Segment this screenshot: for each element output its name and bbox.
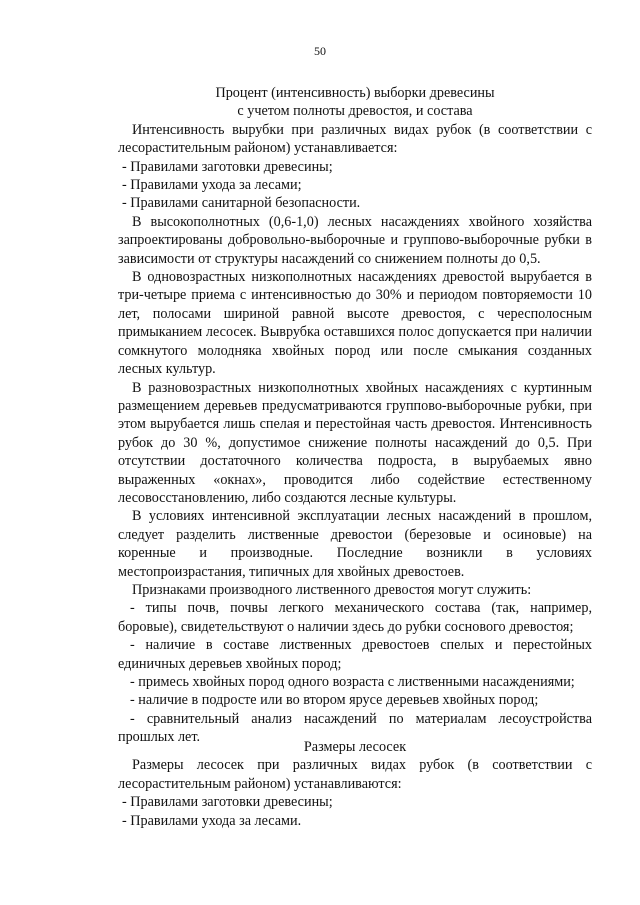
rule-item: - Правилами санитарной безопасности.: [122, 195, 361, 212]
sign-item: - наличие в подросте или во втором ярусе деревьев хвойных пород;: [130, 692, 539, 709]
body-paragraph: Признаками производного лиственного древостоя могут служить:: [132, 581, 532, 598]
section-forest-thinning: [118, 84, 592, 747]
body-paragraph: В условиях интенсивной эксплуатации лесных насаждений в прошлом, следует разделить лиственные древостои (березовые и осиновые) на коренные и производные. Последние возникли в условиях местопроизрастания, типичных для хвойных древостоев.: [118, 508, 592, 580]
rule-item: - Правилами заготовки древесины;: [122, 158, 333, 175]
sign-item: - примесь хвойных пород одного возраста с лиственными насаждениями;: [130, 674, 575, 690]
body-paragraph: В разновозрастных низкополнотных хвойных насаждениях с куртинным размещением деревьев предусматриваются группово-выборочные рубки, при этом вырубается лишь спелая и перестойная часть древостоя. Интенсивность рубок до 30 %, допустимое снижение полноты насаждений до 0,5. При отсутствии достаточного количества подроста, в вырубаемых явно выраженных «окнах», проводится либо содействие естественному лесовосстановлению, либо создаются лесные культуры.: [118, 379, 592, 506]
rule-item: - Правилами заготовки древесины;: [122, 794, 333, 811]
intro-paragraph: Интенсивность вырубки при различных видах рубок (в соответствии с лесорастительным районом) устанавливается:: [118, 121, 592, 157]
sign-item: - типы почв, почвы легкого механического состава (так, например, боровые), свидетельствуют о наличии здесь до рубки соснового древостоя;: [118, 600, 592, 635]
intro-paragraph: Размеры лесосек при различных видах рубок (в соответствии с лесорастительным районом) устанавливаются:: [118, 757, 592, 792]
rule-item: - Правилами ухода за лесами.: [122, 812, 302, 829]
section-cutting-area-sizes: [118, 738, 592, 830]
body-paragraph: В высокополнотных (0,6-1,0) лесных насаждениях хвойного хозяйства запроектированы добровольно-выборочные и группово-выборочные рубки в зависимости от структуры насаждений со снижением полноты до 0,5.: [118, 213, 592, 267]
section-title-line-2: с учетом полноты древостоя, и состава: [237, 103, 473, 120]
section-title-line-1: Процент (интенсивность) выборки древесины: [215, 85, 495, 101]
page-number: 50: [314, 44, 326, 58]
body-paragraph: В одновозрастных низкополнотных насаждениях древостой вырубается в три-четыре приема с интенсивностью до 30% и периодом повторяемости 10 лет, полосами шириной равной высоте древостоя, с чересполосным примыканием лесосек. Выврубка оставшихся полос допускается при наличии сомкнутого молодняка хвойных пород или после смыкания созданных лесных культур.: [118, 269, 592, 378]
sign-item: - наличие в составе лиственных древостоев спелых и перестойных единичных деревьев хвойных пород;: [118, 637, 592, 672]
sign-item: - сравнительный анализ насаждений по материалам лесоустройства прошлых лет.: [118, 710, 592, 746]
section-title: Размеры лесосек: [303, 739, 407, 755]
rule-item: - Правилами ухода за лесами;: [122, 177, 302, 194]
